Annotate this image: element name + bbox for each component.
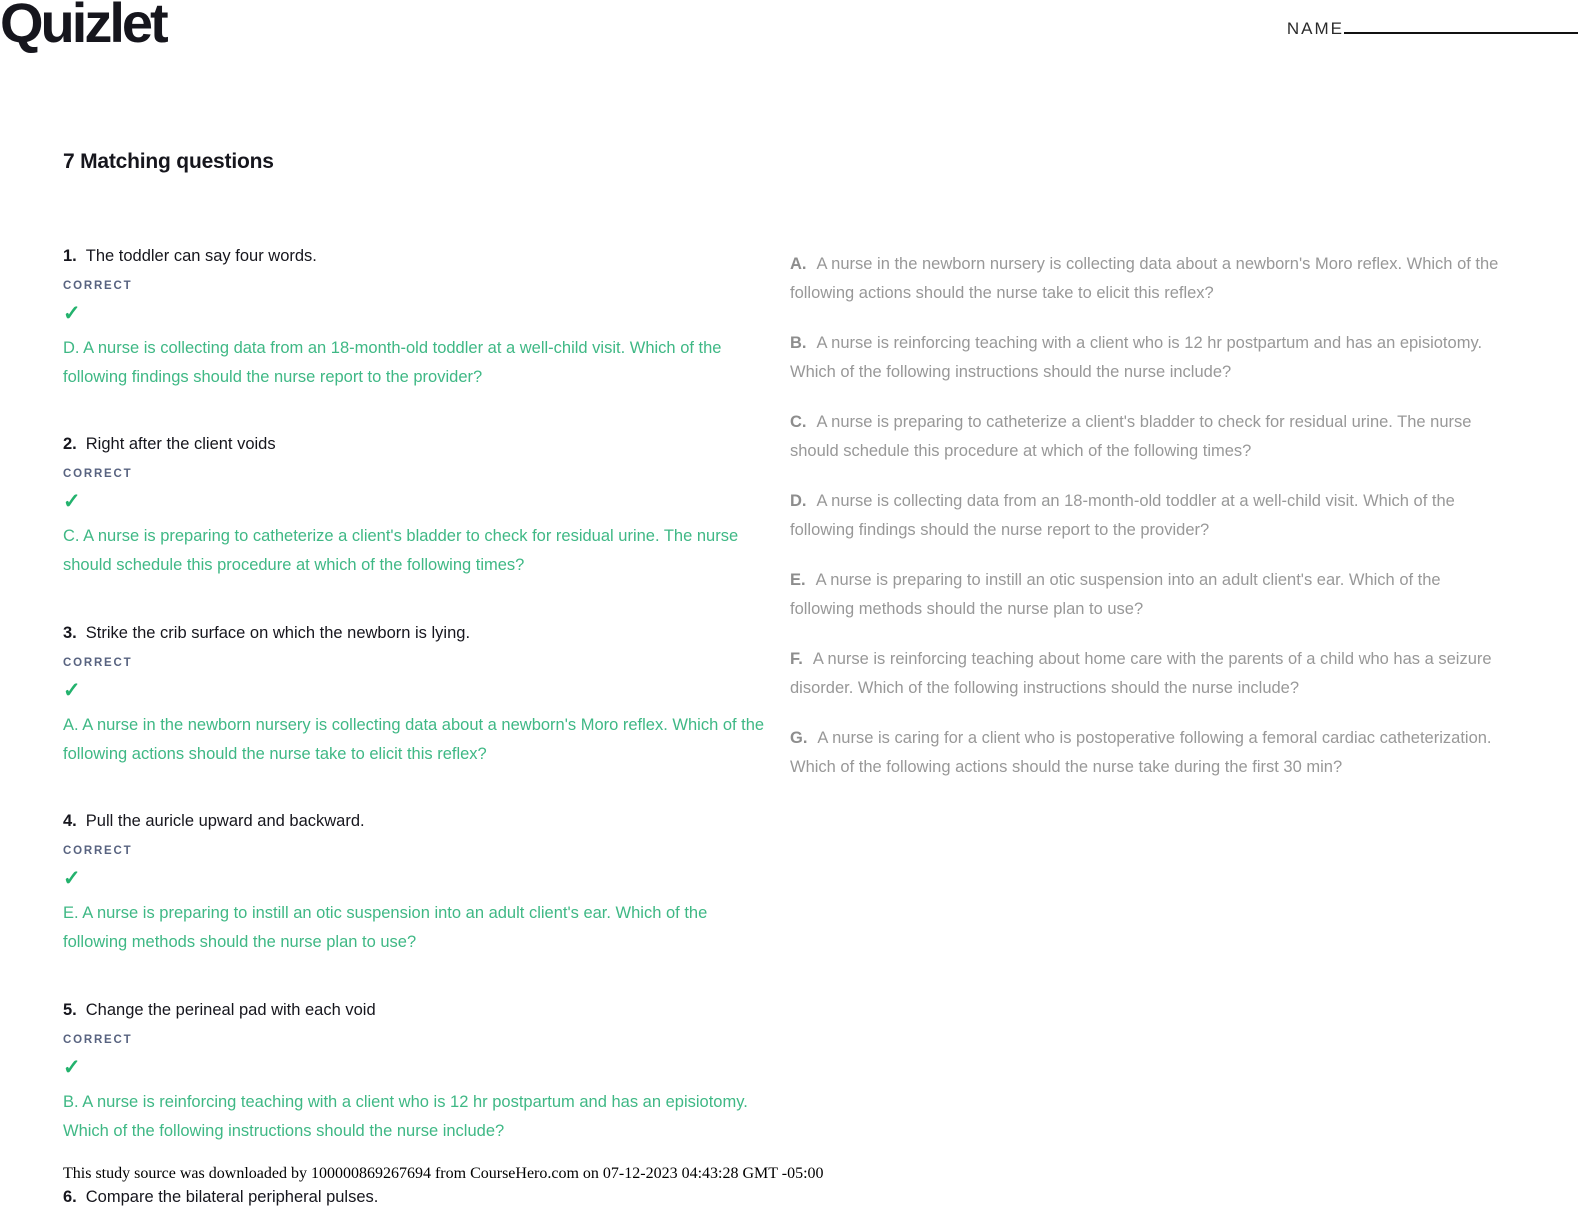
question-number: 5. [63, 1001, 77, 1019]
question-line [63, 620, 769, 646]
question-block-4 [63, 808, 769, 957]
option-text: A nurse is collecting data from an 18-month-old toddler at a well-child visit. Which of the following findings should the nurse report to the provider? [790, 492, 1455, 539]
check-icon: ✓ [63, 679, 81, 702]
name-blank-line [1344, 18, 1578, 34]
option-item-g [790, 724, 1502, 781]
option-text: A nurse is preparing to instill an otic suspension into an adult client's ear. Which of the following methods should the nurse plan to use? [790, 571, 1441, 618]
option-letter: G. [790, 729, 808, 747]
name-label: NAME [1286, 19, 1344, 38]
check-icon: ✓ [63, 302, 81, 325]
question-prompt: Right after the client voids [85, 435, 276, 453]
option-item-f [790, 645, 1502, 702]
name-field-area [1287, 18, 1578, 39]
option-letter: E. [790, 571, 806, 589]
option-item-a [790, 250, 1502, 307]
option-letter: B. [790, 334, 807, 352]
check-icon: ✓ [63, 867, 81, 890]
correct-label: CORRECT [63, 280, 133, 292]
correct-label: CORRECT [63, 1034, 133, 1046]
question-prompt: The toddler can say four words. [85, 247, 317, 265]
page-title: 7 Matching questions [63, 150, 274, 173]
option-text: A nurse is preparing to catheterize a client's bladder to check for residual urine. The nurse should schedule this procedure at which of the following times? [790, 413, 1472, 460]
matched-answer: E. A nurse is preparing to instill an otic suspension into an adult client's ear. Which of the following methods should the nurse plan to use? [63, 904, 708, 951]
option-text: A nurse is reinforcing teaching with a client who is 12 hr postpartum and has an episiotomy. Which of the following instructions should the nurse include? [790, 334, 1483, 381]
question-block-6 [63, 1184, 769, 1210]
answer-bank [790, 250, 1502, 803]
question-line [63, 808, 769, 834]
question-number: 1. [63, 247, 77, 265]
question-prompt: Strike the crib surface on which the newborn is lying. [85, 624, 471, 642]
correct-label: CORRECT [63, 468, 133, 480]
option-item-c [790, 408, 1502, 465]
question-line [63, 1184, 769, 1210]
matched-answer: B. A nurse is reinforcing teaching with a client who is 12 hr postpartum and has an episiotomy. Which of the following instructions should the nurse include? [63, 1093, 748, 1140]
option-text: A nurse is caring for a client who is postoperative following a femoral cardiac catheterization. Which of the following actions should the nurse take during the first 30 min? [790, 729, 1492, 776]
question-number: 4. [63, 812, 77, 830]
matched-answer: C. A nurse is preparing to catheterize a client's bladder to check for residual urine. The nurse should schedule this procedure at which of the following times? [63, 527, 739, 574]
option-text: A nurse in the newborn nursery is collecting data about a newborn's Moro reflex. Which of the following actions should the nurse take to elicit this reflex? [790, 255, 1499, 302]
question-block-2 [63, 431, 769, 580]
quizlet-logo: Quizlet [0, 0, 166, 54]
question-number: 6. [63, 1188, 77, 1206]
option-item-e [790, 566, 1502, 623]
question-number: 2. [63, 435, 77, 453]
correct-label: CORRECT [63, 845, 133, 857]
question-line [63, 997, 769, 1023]
option-item-d [790, 487, 1502, 544]
option-letter: C. [790, 413, 807, 431]
matched-answer: D. A nurse is collecting data from an 18-month-old toddler at a well-child visit. Which of the following findings should the nurse report to the provider? [63, 339, 722, 386]
question-block-1 [63, 243, 769, 392]
question-prompt: Compare the bilateral peripheral pulses. [85, 1188, 379, 1206]
option-text: A nurse is reinforcing teaching about home care with the parents of a child who has a seizure disorder. Which of the following instructions should the nurse include? [790, 650, 1492, 697]
option-letter: A. [790, 255, 807, 273]
coursehero-watermark: This study source was downloaded by 100000869267694 from CourseHero.com on 07-12-2023 04:43:28 GMT -05:00 [63, 1165, 824, 1182]
question-block-5 [63, 997, 769, 1146]
check-icon: ✓ [63, 1056, 81, 1079]
question-line [63, 243, 769, 269]
question-prompt: Change the perineal pad with each void [85, 1001, 376, 1019]
question-line [63, 431, 769, 457]
option-letter: F. [790, 650, 803, 668]
option-letter: D. [790, 492, 807, 510]
question-prompt: Pull the auricle upward and backward. [85, 812, 365, 830]
correct-label: CORRECT [63, 657, 133, 669]
check-icon: ✓ [63, 490, 81, 513]
option-item-b [790, 329, 1502, 386]
matched-answer: A. A nurse in the newborn nursery is collecting data about a newborn's Moro reflex. Which of the following actions should the nurse take to elicit this reflex? [63, 716, 765, 763]
question-block-3 [63, 620, 769, 769]
question-number: 3. [63, 624, 77, 642]
